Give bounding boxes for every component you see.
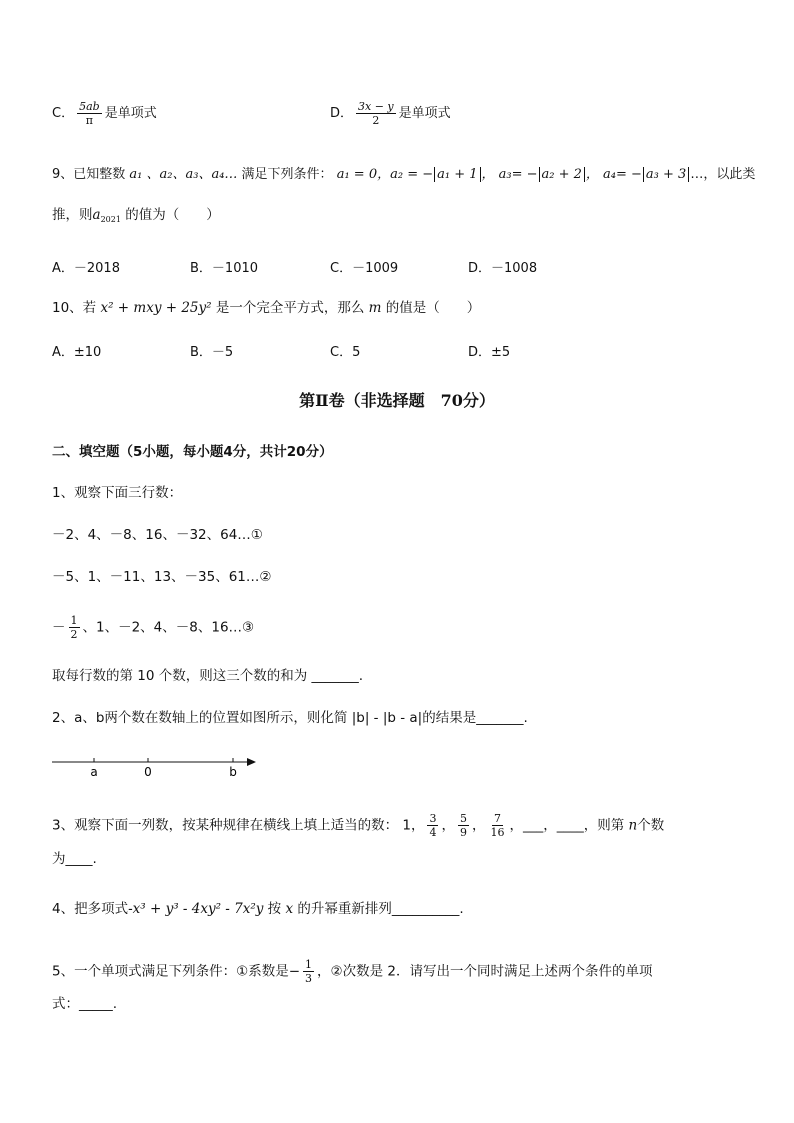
f1-intro: 1、观察下面三行数： xyxy=(52,485,183,501)
q8-option-c: C． $\frac{5ab}{\pi}$ 是单项式 xyxy=(52,100,157,127)
fraction: $\frac{3}{4}$ xyxy=(429,812,437,839)
section2-heading: 二、填空题（5小题，每小题4分，共计20分） xyxy=(52,444,333,460)
q10-option-d: D．±5 xyxy=(468,345,511,360)
q10-stem: 10、若 x² + mxy + 25y² 是一个完全平方式，那么 m 的值是（ ） xyxy=(52,300,481,316)
f3-line2: 为____. xyxy=(52,851,97,867)
f1-row1: －2、4、－8、16、－32、64…① xyxy=(52,527,263,543)
f1-row2: －5、1、－11、13、－35、61…② xyxy=(52,569,272,585)
fraction: $\frac{7}{16}$ xyxy=(490,812,505,839)
q9-option-a: A．－2018 xyxy=(52,261,120,276)
fraction: $\frac{5ab}{\pi}$ xyxy=(79,100,100,127)
f1-question: 取每行数的第 10 个数，则这三个数的和为 _______. xyxy=(52,668,364,684)
q10-option-a: A．±10 xyxy=(52,345,102,360)
q8-option-d: D． $\frac{3x - y}{2}$ 是单项式 xyxy=(330,100,451,127)
axis-label-a: a xyxy=(90,765,98,779)
axis-label-0: 0 xyxy=(144,765,152,779)
axis-label-b: b xyxy=(229,765,237,779)
axis-arrow xyxy=(247,758,256,766)
f2-stem: 2、a、b两个数在数轴上的位置如图所示，则化简 |b| - |b - a|的结果是_______. xyxy=(52,710,528,726)
f3-line1: 3、观察下面一列数，按某种规律在横线上填上适当的数： 1， $\frac{3}{4}$ ， $\frac{5}{9}$ ， $\frac{7}{16}$ ，___，____，则第 n个数 xyxy=(52,812,665,839)
q9-option-b: B．－1010 xyxy=(190,261,259,276)
f5-line1: 5、一个单项式满足下列条件：①系数是− $\frac{1}{3}$ ，②次数是 2．请写出一个同时满足上述两个条件的单项 xyxy=(52,958,653,985)
fraction: $\frac{1}{3}$ xyxy=(305,958,313,985)
f4-stem: 4、把多项式-x³ + y³ - 4xy² - 7x²y 按 x 的升幂重新排列__________. xyxy=(52,901,464,917)
f5-line2: 式：_____. xyxy=(52,996,118,1012)
fraction: $\frac{5}{9}$ xyxy=(459,812,467,839)
q9-line2: 推，则$a_{2021}$ 的值为（ ） xyxy=(52,207,220,224)
fraction: $\frac{1}{2}$ xyxy=(70,614,78,641)
number-line xyxy=(50,750,265,780)
q10-option-b: B．－5 xyxy=(190,345,234,360)
q9-option-d: D．－1008 xyxy=(468,261,538,276)
q9-option-c: C．－1009 xyxy=(330,261,399,276)
f1-row3: － $\frac{1}{2}$ 、1、－2、4、－8、16…③ xyxy=(52,614,255,641)
q10-option-c: C．5 xyxy=(330,345,361,360)
part2-title: 第Ⅱ卷（非选择题 70分） xyxy=(299,391,495,410)
q9-line1: 9、已知整数 a₁ 、a₂、a₃、a₄… 满足下列条件： a₁ = 0，a₂ = − a₁ + 1 ， a₃= − a₂ + 2 ， a₄= − a₃ + 3 …，以此类 xyxy=(52,167,756,182)
fraction: $\frac{3x - y}{2}$ xyxy=(358,100,394,127)
